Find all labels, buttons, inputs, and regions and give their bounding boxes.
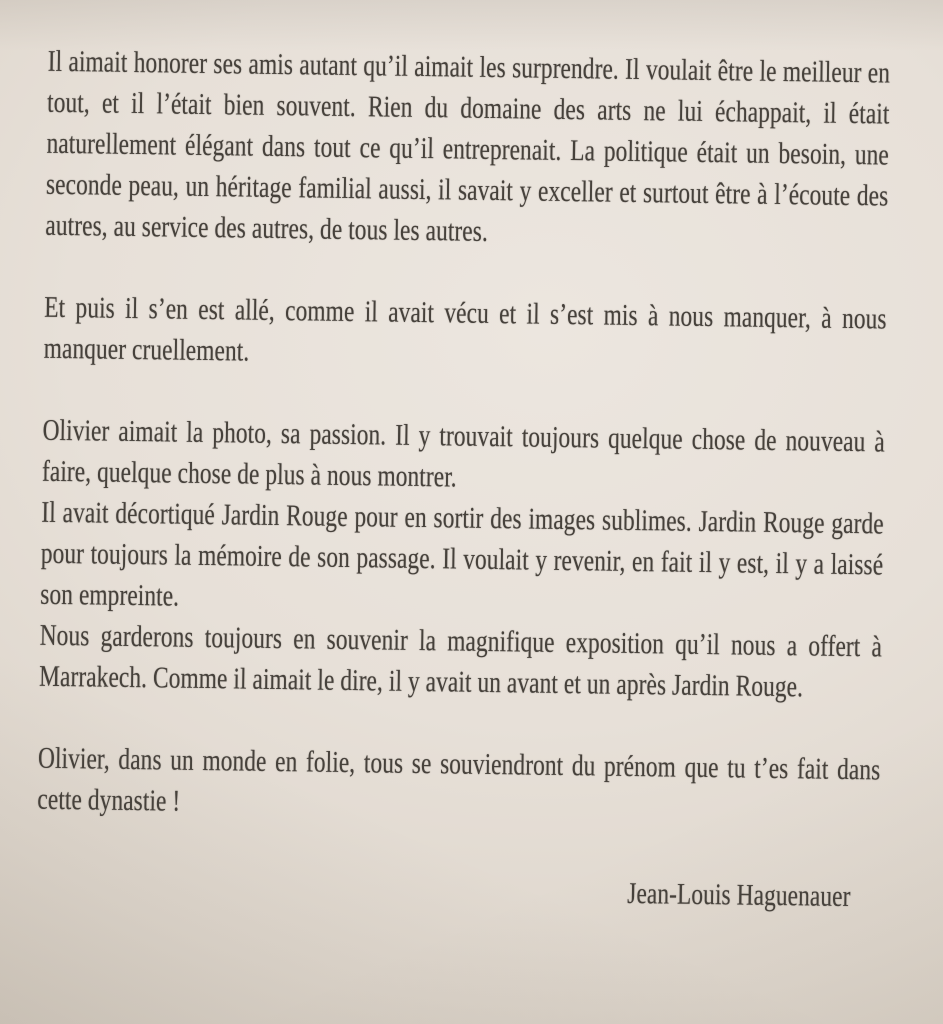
paragraph: Nous garderons toujours en souvenir la magnifique exposition qu’il nous a offert à Marrakech. Comme il aimait le dire, il y avait un avant et un après Jardin Rouge. (38, 618, 883, 704)
page-tilt-wrapper (36, 41, 943, 918)
paragraph: Olivier aimait la photo, sa passion. Il y trouvait toujours quelque chose de nouveau à faire, quelque chose de plus à nous montrer. (41, 413, 886, 494)
paragraph: Il aimait honorer ses amis autant qu’il aimait les surprendre. Il voulait être le meilleur en tout, et il l’était bien souvent. Rien du domaine des arts ne lui échappait, il était naturellement élégant dans tout ce qu’il entreprenait. La politique était un besoin, une seconde peau, un héritage familial aussi, il savait y exceller et surtout être à l’écoute des autres, au service des autres, de tous les autres. (45, 44, 891, 248)
paragraph: Olivier, dans un monde en folie, tous se souviendront du prénom que tu t’es fait dans cette dynastie ! (37, 741, 881, 818)
document-body (36, 41, 890, 918)
paragraph: Et puis il s’en est allé, comme il avait vécu et il s’est mis à nous manquer, à nous manquer cruellement. (43, 290, 887, 368)
paragraph: Il avait décortiqué Jardin Rouge pour en sortir des images sublimes. Jardin Rouge garde pour toujours la mémoire de son passage. Il voulait y revenir, en fait il y est, il y a laissé son empreinte. (40, 495, 884, 613)
signature: Jean-Louis Haguenauer (627, 876, 851, 914)
